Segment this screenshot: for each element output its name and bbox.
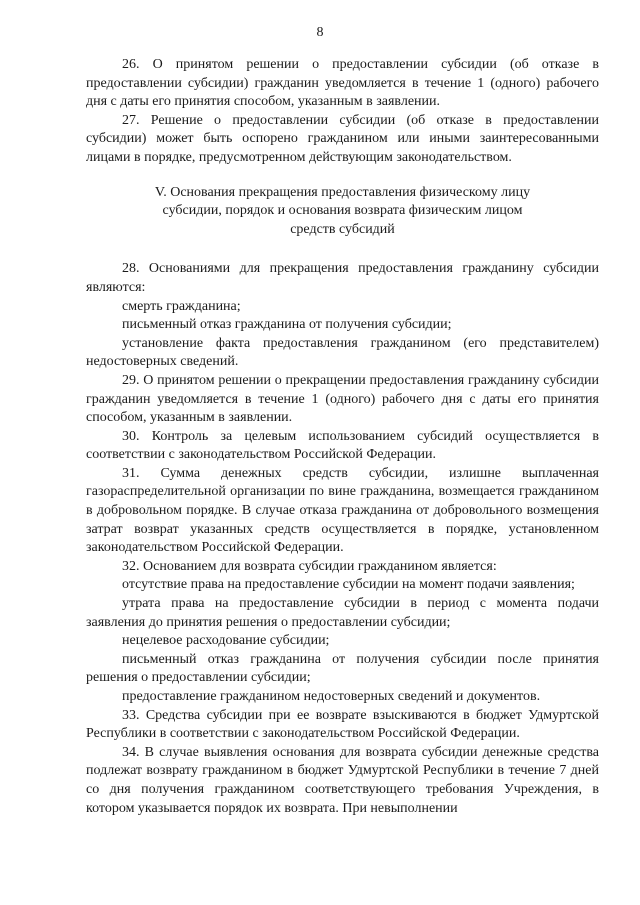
- list-item-false-documents: предоставление гражданином недостоверных сведений и документов.: [122, 689, 541, 704]
- paragraph-30: 30. Контроль за целевым использованием субсидий осуществляется в соответствии с законодательством Российской Федерации.: [86, 428, 599, 463]
- list-item-no-right: отсутствие права на предоставление субсидии на момент подачи заявления;: [122, 577, 575, 593]
- section-title-line-1: V. Основания прекращения предоставления физическому лицу: [154, 184, 531, 200]
- page-number: 8: [316, 25, 324, 40]
- section-title-line-2: субсидии, порядок и основания возврата физическим лицом: [162, 203, 523, 219]
- list-item-loss-of-right: утрата права на предоставление субсидии в период с момента подачи заявления до принятия решения о предоставлении субсидии;: [86, 596, 599, 630]
- document-body: [86, 56, 599, 818]
- paragraph-26: 26. О принятом решении о предоставлении субсидии (об отказе в предоставлении субсидии) гражданин уведомляется в течение 1 (одного) рабочего дня с даты его принятия способом, указанным в заявлении.: [86, 57, 599, 110]
- paragraph-27: 27. Решение о предоставлении субсидии (об отказе в предоставлении субсидии) может быть оспорено гражданином или иными заинтересованными лицами в порядке, предусмотренном действующим законодательством.: [86, 112, 599, 165]
- list-item-death: смерть гражданина;: [122, 298, 241, 314]
- paragraph-32: 32. Основанием для возврата субсидии гражданином является:: [122, 558, 497, 574]
- list-item-refusal-after-decision: письменный отказ гражданина от получения субсидии после принятия решения о предоставлении субсидии;: [86, 651, 599, 686]
- paragraph-31: 31. Сумма денежных средств субсидии, излишне выплаченная газораспределительной организации по вине гражданина, возмещается гражданином в добровольном порядке. В случае отказа гражданина от добровольного возмещения затрат возврат указанных средств осуществляется в порядке, установленном законодательством Российской Федерации.: [86, 465, 599, 556]
- paragraph-33: 33. Средства субсидии при ее возврате взыскиваются в бюджет Удмуртской Республики в соответствии с законодательством Российской Федерации.: [86, 707, 599, 742]
- list-item-false-info: установление факта предоставления гражданином (его представителем) недостоверных сведений.: [86, 335, 599, 370]
- paragraph-29: 29. О принятом решении о прекращении предоставления гражданину субсидии гражданин уведомляется в течение 1 (одного) рабочего дня с даты его принятия способом, указанным в заявлении.: [86, 372, 599, 426]
- section-title: [86, 184, 599, 240]
- paragraph-34: 34. В случае выявления основания для возврата субсидии денежные средства подлежат возврату гражданином в бюджет Удмуртской Республики в течение 7 дней со дня получения гражданином соответствующего требования Учреждения, в котором указывается порядок их возврата. При невыполнении: [86, 744, 599, 816]
- section-title-line-3: средств субсидий: [290, 221, 395, 237]
- paragraph-28: 28. Основаниями для прекращения предоставления гражданину субсидии являются:: [86, 261, 599, 295]
- list-item-refusal: письменный отказ гражданина от получения субсидии;: [122, 317, 452, 333]
- list-item-misuse: нецелевое расходование субсидии;: [122, 633, 330, 649]
